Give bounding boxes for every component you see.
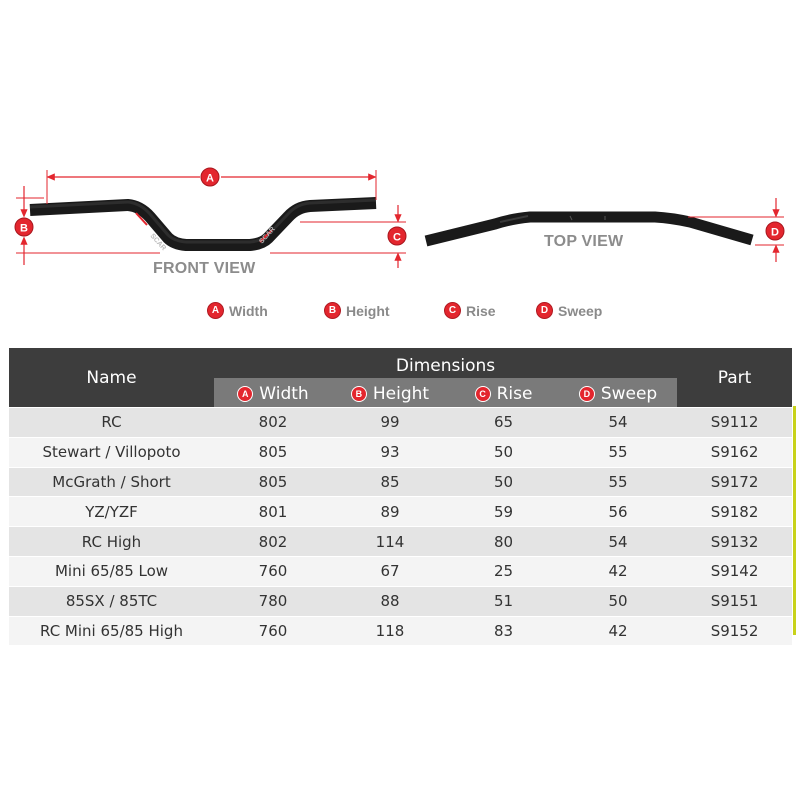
brand-mark-right: SCAR xyxy=(258,225,277,246)
cell-width: 805 xyxy=(214,437,332,467)
legend-badge-b: B xyxy=(324,302,341,319)
cell-name: RC xyxy=(9,408,214,438)
cell-sweep: 54 xyxy=(559,527,677,557)
header-badge-a: A xyxy=(237,386,253,402)
cell-width: 802 xyxy=(214,408,332,438)
table-row xyxy=(9,586,792,616)
table-row xyxy=(9,527,792,557)
table-edge-accent xyxy=(793,406,796,635)
cell-width: 805 xyxy=(214,467,332,497)
legend-badge-a: A xyxy=(207,302,224,319)
cell-part: S9182 xyxy=(677,497,792,527)
header-rise: C Rise xyxy=(448,378,559,408)
legend-item-height xyxy=(324,302,390,319)
cell-height: 85 xyxy=(332,467,448,497)
cell-name: 85SX / 85TC xyxy=(9,586,214,616)
cell-rise: 65 xyxy=(448,408,559,438)
header-width: A Width xyxy=(214,378,332,408)
top-view-label: TOP VIEW xyxy=(544,233,624,250)
dimension-legend xyxy=(0,302,800,326)
cell-part: S9172 xyxy=(677,467,792,497)
cell-rise: 51 xyxy=(448,586,559,616)
cell-sweep: 55 xyxy=(559,467,677,497)
cell-height: 93 xyxy=(332,437,448,467)
cell-sweep: 56 xyxy=(559,497,677,527)
cell-name: YZ/YZF xyxy=(9,497,214,527)
cell-part: S9112 xyxy=(677,408,792,438)
front-view-label: FRONT VIEW xyxy=(153,260,256,277)
cell-name: Mini 65/85 Low xyxy=(9,556,214,586)
header-dimensions: Dimensions xyxy=(214,348,677,378)
table-row xyxy=(9,556,792,586)
cell-sweep: 42 xyxy=(559,616,677,645)
cell-rise: 80 xyxy=(448,527,559,557)
header-badge-c: C xyxy=(475,386,491,402)
handlebar-diagram xyxy=(0,0,800,300)
cell-rise: 50 xyxy=(448,437,559,467)
front-view-handlebar xyxy=(30,200,376,252)
cell-rise: 25 xyxy=(448,556,559,586)
legend-badge-d: D xyxy=(536,302,553,319)
cell-rise: 59 xyxy=(448,497,559,527)
header-part: Part xyxy=(677,348,792,408)
legend-label-rise: Rise xyxy=(466,302,496,319)
legend-label-height: Height xyxy=(346,302,390,319)
legend-badge-c: C xyxy=(444,302,461,319)
cell-height: 114 xyxy=(332,527,448,557)
marker-c: C xyxy=(393,231,401,244)
legend-label-width: Width xyxy=(229,302,268,319)
cell-name: RC Mini 65/85 High xyxy=(9,616,214,645)
cell-name: RC High xyxy=(9,527,214,557)
cell-part: S9142 xyxy=(677,556,792,586)
legend-item-width xyxy=(207,302,268,319)
dimensions-table xyxy=(9,348,792,645)
table-row xyxy=(9,408,792,438)
legend-item-rise xyxy=(444,302,496,319)
cell-height: 99 xyxy=(332,408,448,438)
table-row xyxy=(9,437,792,467)
table-row xyxy=(9,467,792,497)
cell-width: 760 xyxy=(214,616,332,645)
dimension-a xyxy=(47,168,376,204)
cell-height: 67 xyxy=(332,556,448,586)
legend-item-sweep xyxy=(536,302,602,319)
marker-d: D xyxy=(771,226,779,239)
header-badge-d: D xyxy=(579,386,595,402)
cell-rise: 83 xyxy=(448,616,559,645)
cell-width: 780 xyxy=(214,586,332,616)
handlebar-diagram-svg xyxy=(0,0,800,300)
cell-width: 801 xyxy=(214,497,332,527)
cell-part: S9151 xyxy=(677,586,792,616)
header-sweep: D Sweep xyxy=(559,378,677,408)
marker-a: A xyxy=(206,172,214,185)
cell-sweep: 55 xyxy=(559,437,677,467)
table-row xyxy=(9,497,792,527)
cell-part: S9152 xyxy=(677,616,792,645)
cell-part: S9132 xyxy=(677,527,792,557)
cell-sweep: 42 xyxy=(559,556,677,586)
header-height: B Height xyxy=(332,378,448,408)
cell-rise: 50 xyxy=(448,467,559,497)
cell-width: 802 xyxy=(214,527,332,557)
dimension-b xyxy=(15,186,160,265)
brand-mark-left: SCAR xyxy=(148,232,167,253)
cell-sweep: 50 xyxy=(559,586,677,616)
cell-name: Stewart / Villopoto xyxy=(9,437,214,467)
cell-width: 760 xyxy=(214,556,332,586)
table-row xyxy=(9,616,792,645)
cell-height: 118 xyxy=(332,616,448,645)
cell-sweep: 54 xyxy=(559,408,677,438)
header-name: Name xyxy=(9,348,214,408)
legend-label-sweep: Sweep xyxy=(558,302,603,319)
cell-name: McGrath / Short xyxy=(9,467,214,497)
cell-part: S9162 xyxy=(677,437,792,467)
marker-b: B xyxy=(20,222,28,235)
header-badge-b: B xyxy=(351,386,367,402)
cell-height: 89 xyxy=(332,497,448,527)
cell-height: 88 xyxy=(332,586,448,616)
